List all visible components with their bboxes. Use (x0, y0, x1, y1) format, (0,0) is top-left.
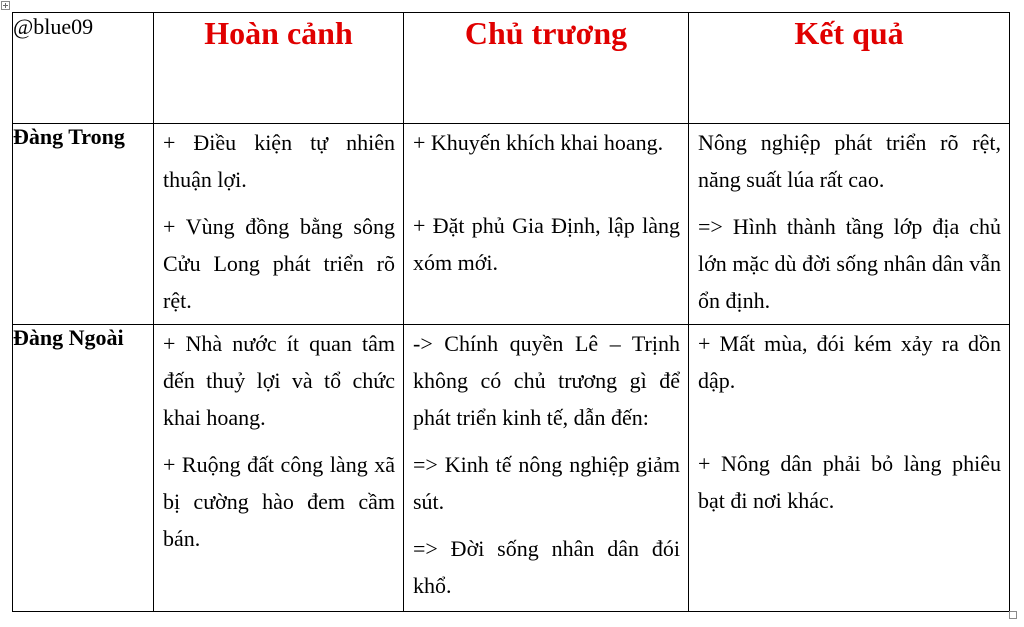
cell-hoan-canh-dang-ngoai (154, 325, 404, 612)
region-label-dang-trong: Đàng Trong (13, 124, 154, 325)
cell-paragraph: => Kinh tế nông nghiệp giảm sút. (413, 452, 680, 514)
cell-ket-qua-dang-trong (689, 124, 1010, 325)
watermark-label: @blue09 (13, 14, 94, 39)
cell-paragraph: Nông nghiệp phát triển rõ rệt, năng suất lúa rất cao. (698, 130, 1001, 192)
cell-hoan-canh-dang-trong (154, 124, 404, 325)
header-hoan-canh: Hoàn cảnh (154, 13, 404, 124)
cell-paragraph: => Hình thành tầng lớp địa chủ lớn mặc dù đời sống nhân dân vẫn ổn định. (698, 214, 1001, 313)
cell-ket-qua-dang-ngoai (689, 325, 1010, 612)
table-row-dang-trong (13, 124, 1010, 325)
cell-paragraph: => Đời sống nhân dân đói khổ. (413, 536, 680, 598)
table-move-handle[interactable] (1, 1, 10, 10)
cell-paragraph: + Nhà nước ít quan tâm đến thuỷ lợi và tổ chức khai hoang. (163, 331, 395, 430)
cell-paragraph: + Mất mùa, đói kém xảy ra dồn dập. (698, 331, 1001, 393)
cell-paragraph: + Khuyến khích khai hoang. (413, 130, 664, 155)
comparison-table (12, 12, 1010, 612)
cell-paragraph: + Vùng đồng bằng sông Cửu Long phát triển rõ rệt. (163, 214, 395, 313)
table-row-dang-ngoai (13, 325, 1010, 612)
table-resize-handle[interactable] (1009, 611, 1017, 619)
region-label-dang-ngoai: Đàng Ngoài (13, 325, 154, 612)
cell-chu-truong-dang-ngoai (404, 325, 689, 612)
corner-cell (13, 13, 154, 124)
header-chu-truong: Chủ trương (404, 13, 689, 124)
cell-chu-truong-dang-trong (404, 124, 689, 325)
header-ket-qua: Kết quả (689, 13, 1010, 124)
header-row (13, 13, 1010, 124)
cell-paragraph: + Điều kiện tự nhiên thuận lợi. (163, 130, 395, 192)
cell-paragraph: -> Chính quyền Lê – Trịnh không có chủ trương gì để phát triển kinh tế, dẫn đến: (413, 331, 680, 430)
cell-paragraph: + Nông dân phải bỏ làng phiêu bạt đi nơi khác. (698, 451, 1001, 513)
cell-paragraph: + Đặt phủ Gia Định, lập làng xóm mới. (413, 213, 680, 275)
cell-paragraph: + Ruộng đất công làng xã bị cường hào đem cầm bán. (163, 452, 395, 551)
